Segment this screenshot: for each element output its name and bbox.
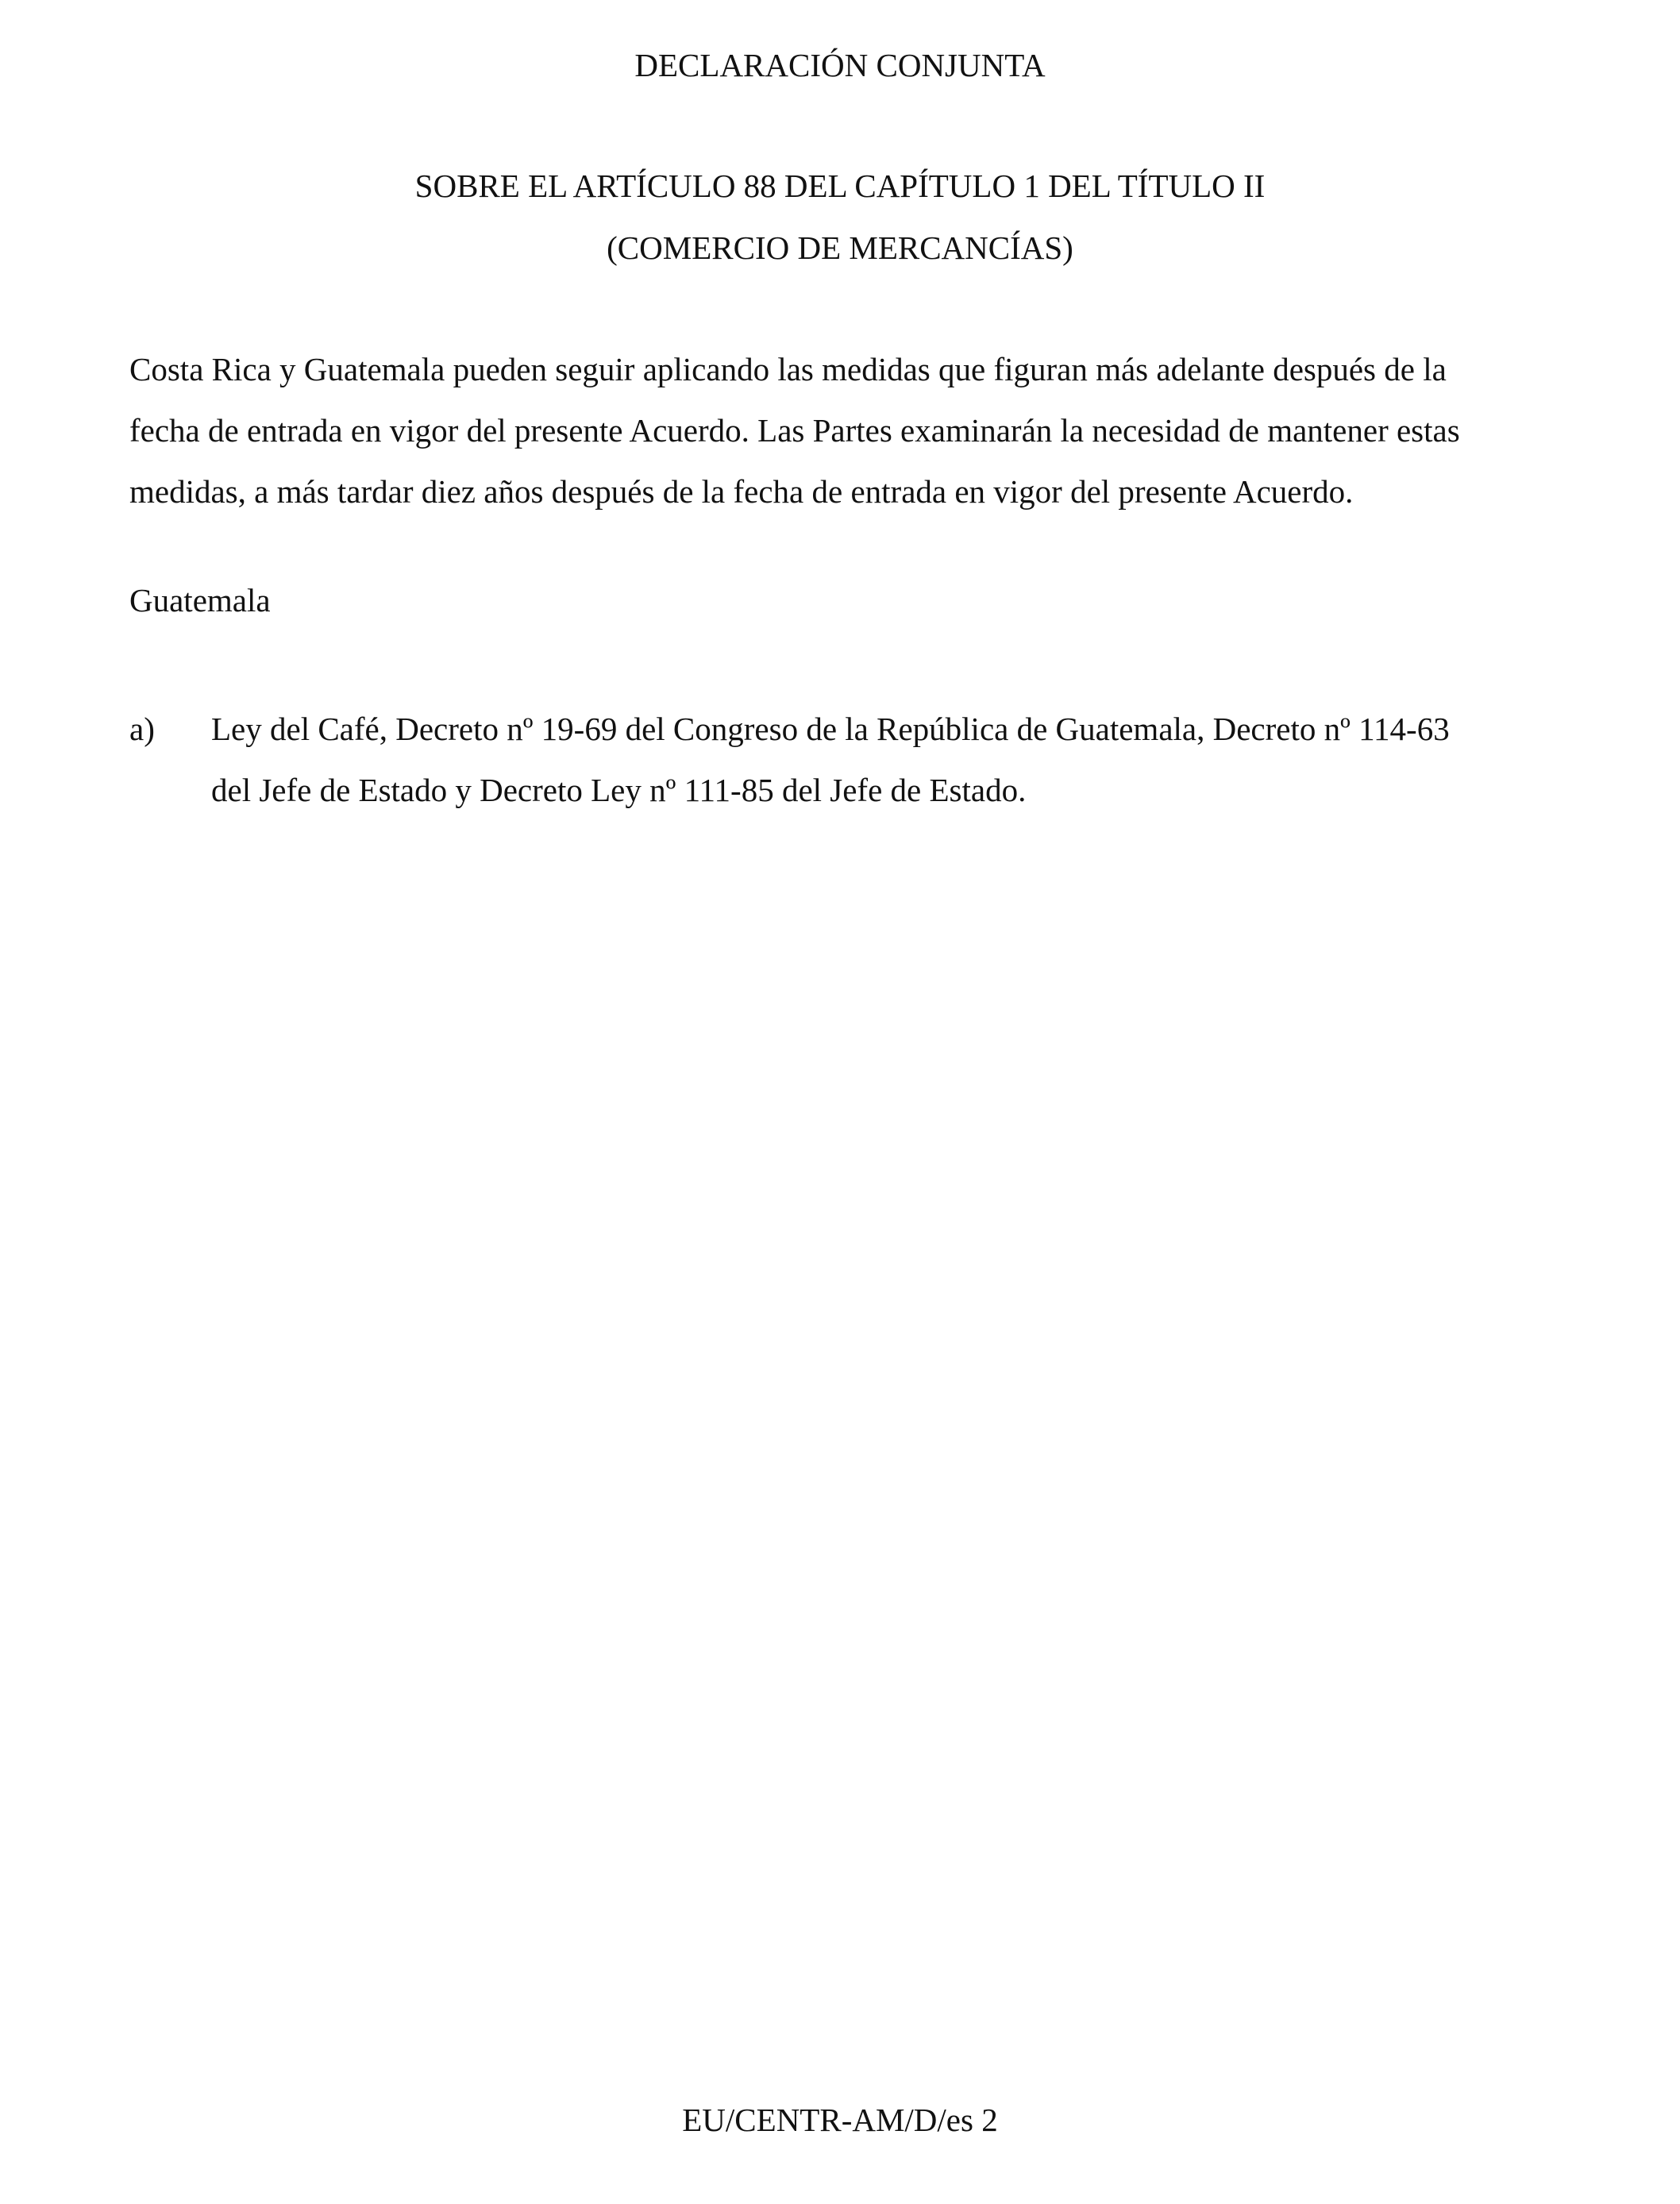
- document-subtitle-line-2: (COMERCIO DE MERCANCÍAS): [607, 229, 1073, 266]
- intro-paragraph: [129, 339, 1551, 522]
- list-item-line-1: Ley del Café, Decreto nº 19-69 del Congreso de la República de Guatemala, Decreto nº 114-63: [211, 711, 1450, 747]
- intro-line-3: medidas, a más tardar diez años después de la fecha de entrada en vigor del presente Acuerdo.: [129, 473, 1354, 510]
- section-heading: Guatemala: [129, 582, 271, 618]
- intro-line-2: fecha de entrada en vigor del presente Acuerdo. Las Partes examinarán la necesidad de mantener estas: [129, 412, 1460, 449]
- list-item-text: [211, 699, 1553, 821]
- list-item-line-2: del Jefe de Estado y Decreto Ley nº 111-85 del Jefe de Estado.: [211, 772, 1027, 808]
- intro-line-1: Costa Rica y Guatemala pueden seguir aplicando las medidas que figuran más adelante después de la: [129, 351, 1447, 387]
- list-item-marker: a): [129, 711, 155, 747]
- page-footer-reference: EU/CENTR-AM/D/es 2: [682, 2102, 998, 2138]
- document-title: DECLARACIÓN CONJUNTA: [634, 47, 1046, 83]
- document-subtitle-line-1: SOBRE EL ARTÍCULO 88 DEL CAPÍTULO 1 DEL TÍTULO II: [414, 168, 1266, 204]
